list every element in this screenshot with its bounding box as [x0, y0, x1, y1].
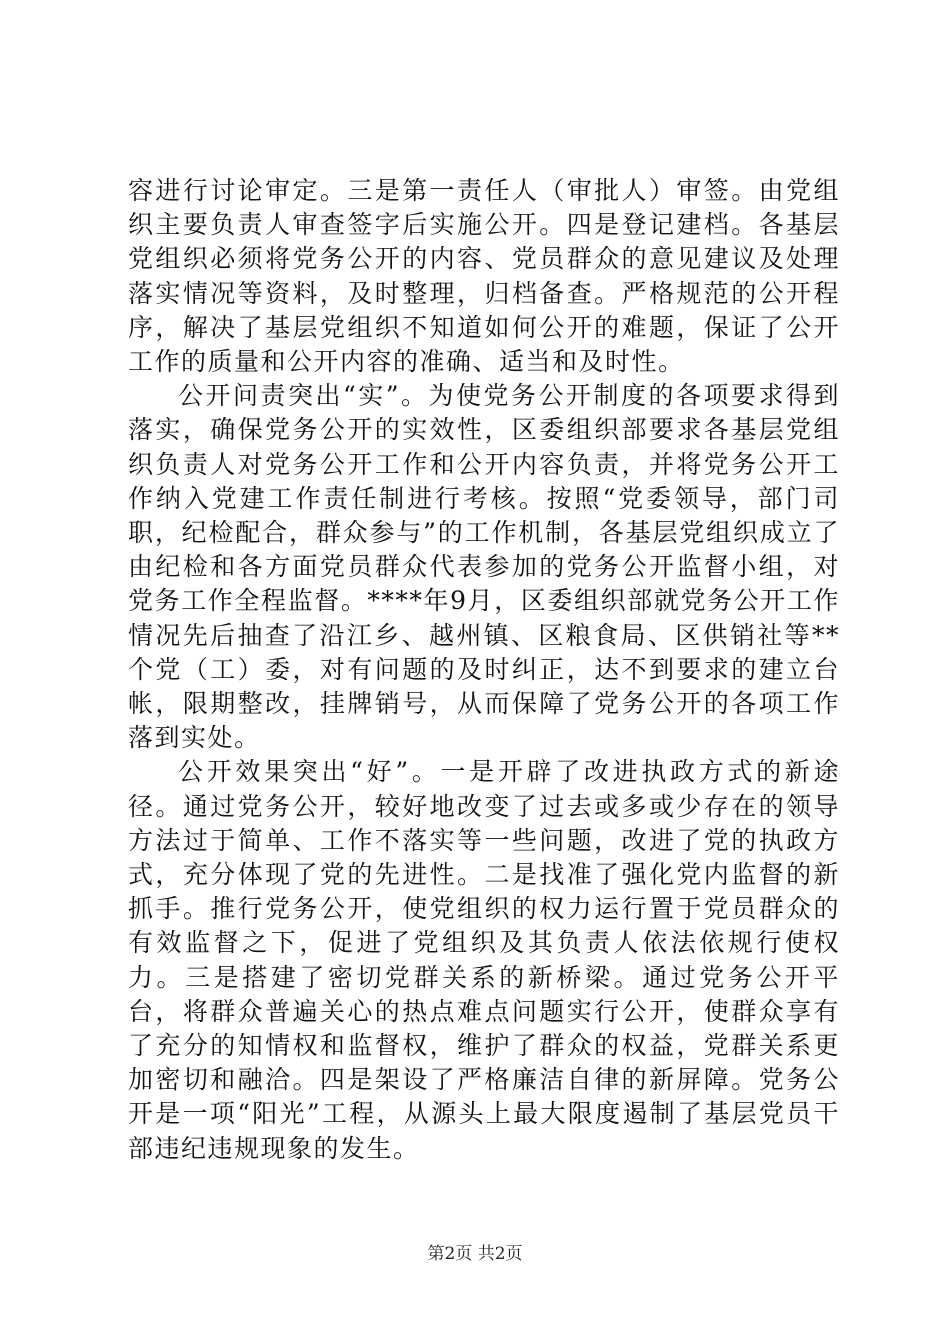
paragraph-effect: 公开效果突出“好”。一是开辟了改进执政方式的新途径。通过党务公开，较好地改变了过去或多或少存在的领导方法过于简单、工作不落实等一些问题，改进了党的执政方式，充分体现了党的先进性。二是找准了强化党内监督的新抓手。推行党务公开，使党组织的权力运行置于党员群众的有效监督之下，促进了党组织及其负责人依法依规行使权力。三是搭建了密切党群关系的新桥梁。通过党务公开平台，将群众普遍关心的热点难点问题实行公开，使群众享有了充分的知情权和监督权，维护了群众的权益，党群关系更加密切和融洽。四是架设了严格廉洁自律的新屏障。党务公开是一项“阳光”工程，从源头上最大限度遏制了基层党员干部违纪违规现象的发生。	[128, 757, 840, 1163]
paragraph-procedure: 容进行讨论审定。三是第一责任人（审批人）审签。由党组织主要负责人审查签字后实施公开。四是登记建档。各基层党组织必须将党务公开的内容、党员群众的意见建议及处理落实情况等资料，及时整理，归档备查。严格规范的公开程序，解决了基层党组织不知道如何公开的难题，保证了公开工作的质量和公开内容的准确、适当和及时性。	[128, 176, 840, 377]
paragraph-accountability: 公开问责突出“实”。为使党务公开制度的各项要求得到落实，确保党务公开的实效性，区委组织部要求各基层党组织负责人对党务公开工作和公开内容负责，并将党务公开工作纳入党建工作责任制进行考核。按照“党委领导，部门司职，纪检配合，群众参与”的工作机制，各基层党组织成立了由纪检和各方面党员群众代表参加的党务公开监督小组，对党务工作全程监督。****年9月，区委组织部就党务公开工作情况先后抽查了沿江乡、越州镇、区粮食局、区供销社等**个党（工）委，对有问题的及时纠正，达不到要求的建立台帐，限期整改，挂牌销号，从而保障了党务公开的各项工作落到实处。	[128, 381, 840, 753]
document-body	[128, 174, 840, 1166]
page-number-footer: 第2页 共2页	[427, 1244, 523, 1264]
